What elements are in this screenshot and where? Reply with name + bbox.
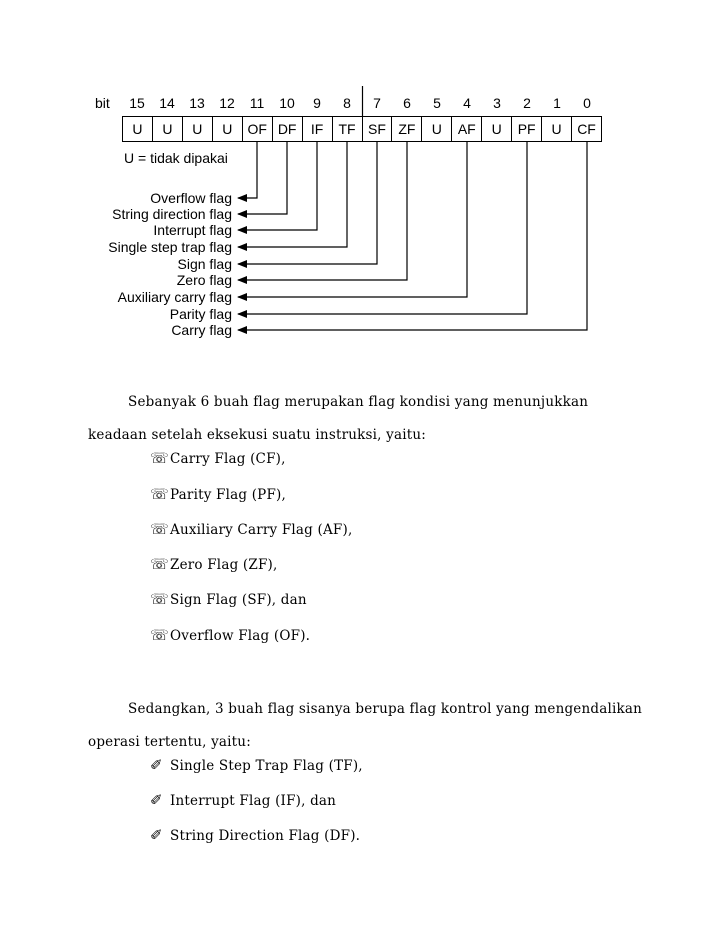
pencil-icon: ✐ xyxy=(150,826,163,844)
flag-arrow xyxy=(238,142,347,247)
register-cell: U xyxy=(482,117,512,141)
paragraph-condition-flags xyxy=(88,386,648,452)
flag-name-parity: Parity flag xyxy=(169,306,232,322)
list-item-text: Zero Flag (ZF), xyxy=(170,557,278,573)
bit-number: 1 xyxy=(553,95,561,111)
flag-name-string-direction: String direction flag xyxy=(112,206,232,222)
flag-name-overflow: Overflow flag xyxy=(150,190,232,206)
register-cell: IF xyxy=(303,117,333,141)
list-item xyxy=(150,485,286,504)
list-item-text: Interrupt Flag (IF), dan xyxy=(170,793,337,809)
register-cell: DF xyxy=(273,117,303,141)
list-item xyxy=(150,756,363,775)
flag-arrow xyxy=(238,142,467,297)
flag-name-interrupt: Interrupt flag xyxy=(153,222,232,238)
list-item xyxy=(150,520,352,539)
legend-note: U = tidak dipakai xyxy=(124,150,228,166)
telephone-icon: ☏ xyxy=(150,449,169,467)
flag-arrow xyxy=(238,142,587,330)
pencil-icon: ✐ xyxy=(150,791,163,809)
flag-arrow xyxy=(238,142,407,280)
list-item-text: Parity Flag (PF), xyxy=(170,487,286,503)
flag-name-carry: Carry flag xyxy=(171,322,232,338)
bit-number: 8 xyxy=(343,95,351,111)
telephone-icon: ☏ xyxy=(150,555,169,573)
bit-number: 4 xyxy=(463,95,471,111)
flag-arrow xyxy=(238,142,317,230)
bit-number: 11 xyxy=(249,95,265,111)
bit-number: 5 xyxy=(433,95,441,111)
flag-arrow xyxy=(238,142,257,198)
flag-name-sign: Sign flag xyxy=(177,256,232,272)
telephone-icon: ☏ xyxy=(150,590,169,608)
telephone-icon: ☏ xyxy=(150,520,169,538)
pencil-icon: ✐ xyxy=(150,756,163,774)
flag-arrow xyxy=(238,142,287,214)
list-item xyxy=(150,826,360,845)
list-item-text: String Direction Flag (DF). xyxy=(170,828,361,844)
register-cell: CF xyxy=(577,121,596,137)
bit-number: 6 xyxy=(403,95,411,111)
flag-name-zero: Zero flag xyxy=(176,272,232,288)
flag-arrows xyxy=(0,0,728,360)
register-cell: U xyxy=(123,117,153,141)
list-item-text: Auxiliary Carry Flag (AF), xyxy=(170,522,353,538)
flag-name-single-step-trap: Single step trap flag xyxy=(108,239,232,255)
paragraph-text: Sebanyak 6 buah flag merupakan flag kondisi yang menunjukkan keadaan setelah eksekusi suatu instruksi, yaitu: xyxy=(88,394,589,443)
bit-number: 10 xyxy=(279,95,295,111)
register-cell: OF xyxy=(243,117,273,141)
list-item xyxy=(150,555,277,574)
list-item-text: Single Step Trap Flag (TF), xyxy=(170,758,363,774)
list-item-text: Overflow Flag (OF). xyxy=(170,628,311,644)
bit-number: 9 xyxy=(313,95,321,111)
bit-number: 13 xyxy=(189,95,205,111)
register-cell: U xyxy=(542,117,572,141)
bit-number: 2 xyxy=(523,95,531,111)
list-item xyxy=(150,449,286,468)
flag-arrow xyxy=(238,142,527,314)
list-item xyxy=(150,590,307,609)
bit-axis-label: bit xyxy=(95,95,110,111)
flag-arrow xyxy=(238,142,377,264)
bit-number: 12 xyxy=(219,95,235,111)
paragraph-text: Sedangkan, 3 buah flag sisanya berupa flag kontrol yang mengendalikan operasi tertentu, yaitu: xyxy=(88,701,643,750)
register-cell: PF xyxy=(512,117,542,141)
register-cell: U xyxy=(422,117,452,141)
telephone-icon: ☏ xyxy=(150,626,169,644)
flag-name-auxiliary-carry: Auxiliary carry flag xyxy=(117,289,232,305)
register-cell: SF xyxy=(363,117,393,141)
bit-number: 7 xyxy=(373,95,381,111)
paragraph-control-flags xyxy=(88,693,648,759)
list-item xyxy=(150,626,310,645)
register-cell: U xyxy=(153,117,183,141)
bit-number: 0 xyxy=(583,95,591,111)
flag-register-diagram xyxy=(0,0,728,360)
list-item-text: Carry Flag (CF), xyxy=(170,451,286,467)
register-cell: TF xyxy=(333,117,363,141)
register-cell: AF xyxy=(452,117,482,141)
bit-number: 3 xyxy=(493,95,501,111)
list-item xyxy=(150,791,336,810)
telephone-icon: ☏ xyxy=(150,485,169,503)
bit-number: 14 xyxy=(159,95,175,111)
register-cell: U xyxy=(183,117,213,141)
bit-number: 15 xyxy=(129,95,145,111)
register-cell: U xyxy=(213,117,243,141)
register-cell: ZF xyxy=(392,117,422,141)
list-item-text: Sign Flag (SF), dan xyxy=(170,592,307,608)
